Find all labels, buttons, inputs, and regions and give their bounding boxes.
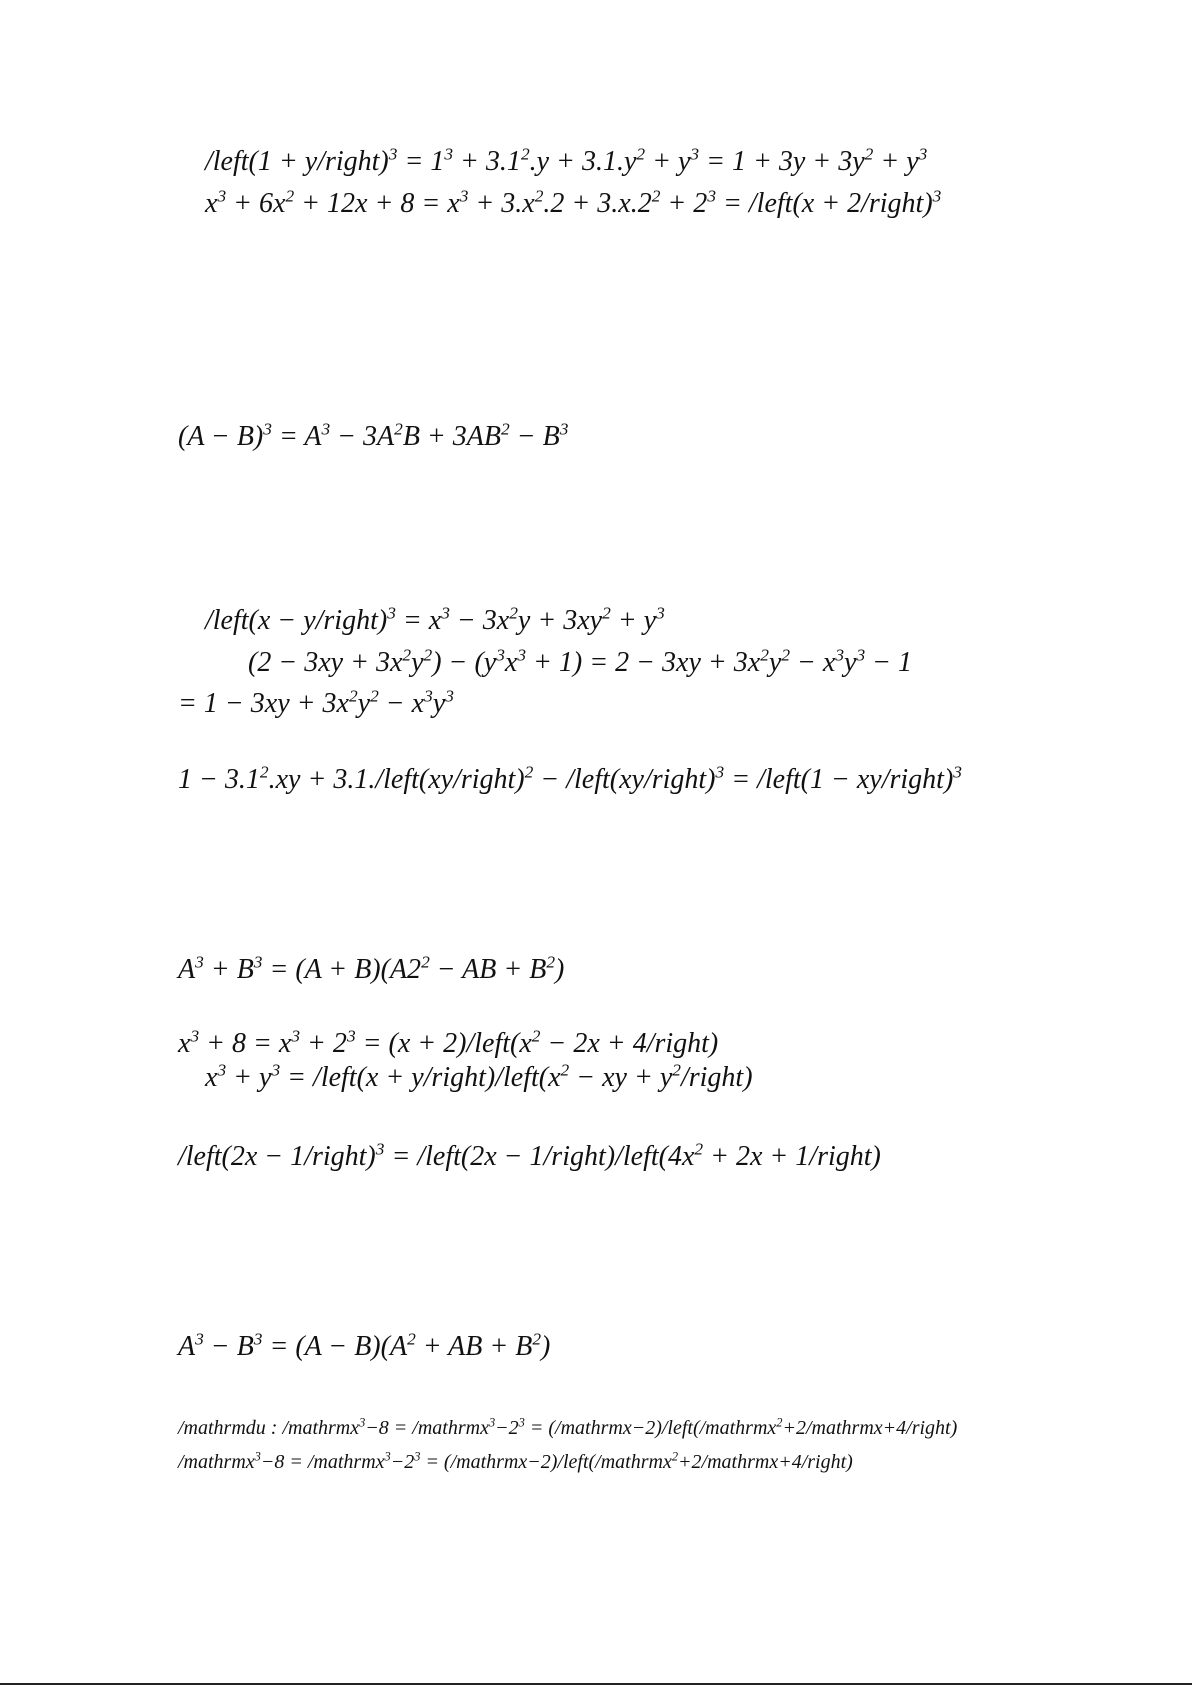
equation-text: = (/mathrmx−2)/left(/mathrmx	[524, 1417, 777, 1439]
equation-text: + B	[203, 954, 254, 985]
equation-10	[205, 1061, 753, 1095]
equation-exponent: 3	[715, 762, 725, 782]
equation-exponent: 2	[423, 645, 433, 665]
equation-text: .xy + 3.1./left(xy/right)	[268, 764, 525, 795]
equation-exponent: 2	[636, 144, 646, 164]
equation-exponent: 3	[518, 1415, 525, 1430]
equation-exponent: 3	[444, 144, 454, 164]
equation-exponent: 2	[651, 186, 661, 206]
equation-text: B + 3AB	[402, 421, 502, 452]
equation-text: + 3.1	[453, 146, 521, 177]
equation-text: = /left(2x − 1/right)/left(4x	[384, 1141, 695, 1172]
equation-text: = /left(x + 2/right)	[716, 188, 933, 219]
equation-text: −8 = /mathrmx	[260, 1451, 385, 1473]
equation-exponent: 3	[953, 762, 962, 782]
equation-exponent: 3	[656, 603, 665, 623]
equation-text: (2 − 3xy + 3x	[248, 647, 403, 678]
equation-text: + 2	[300, 1028, 347, 1059]
equation-text: ) − (y	[432, 647, 497, 678]
equation-exponent: 2	[694, 1139, 704, 1159]
equation-text: − 2x + 4/right)	[540, 1028, 719, 1059]
equation-exponent: 3	[445, 686, 454, 706]
equation-text: − xy + y	[569, 1062, 673, 1093]
equation-text: − 3A	[330, 421, 395, 452]
equation-exponent: 2	[546, 952, 556, 972]
equation-text: = 1	[397, 146, 445, 177]
equation-1	[205, 145, 927, 179]
equation-text: = /left(x + y/right)/left(x	[280, 1062, 561, 1093]
equation-text: = A	[271, 421, 322, 452]
equation-exponent: 2	[531, 1026, 541, 1046]
equation-exponent: 2	[402, 645, 412, 665]
equation-exponent: 3	[190, 1026, 200, 1046]
equation-exponent: 2	[532, 1329, 542, 1349]
equation-11	[178, 1140, 881, 1174]
equation-text: − B	[203, 1331, 254, 1362]
equation-text: = x	[395, 605, 442, 636]
equation-6	[178, 687, 454, 721]
equation-text: x	[504, 647, 518, 678]
equation-exponent: 2	[394, 419, 403, 439]
equation-text: + 6x	[226, 188, 286, 219]
equation-exponent: 3	[254, 1449, 261, 1464]
equation-exponent: 3	[932, 186, 942, 206]
equation-exponent: 2	[864, 144, 874, 164]
equation-exponent: 2	[348, 686, 358, 706]
equation-text: = 1 − 3xy + 3x	[178, 688, 349, 719]
equation-exponent: 2	[602, 603, 611, 623]
equation-exponent: 2	[501, 419, 510, 439]
equation-text: /mathrmdu : /mathrmx	[178, 1417, 360, 1439]
equation-3	[178, 420, 568, 454]
equation-text: +2/mathrmx+4/right)	[782, 1417, 958, 1439]
equation-text: )	[555, 954, 565, 985]
equation-4	[205, 604, 665, 638]
equation-text: A	[178, 954, 196, 985]
equation-exponent: 3	[441, 603, 450, 623]
equation-text: y	[357, 688, 371, 719]
equation-exponent: 3	[496, 645, 505, 665]
equation-exponent: 3	[856, 645, 866, 665]
equation-exponent: 3	[321, 419, 331, 439]
equation-text: )	[541, 1331, 551, 1362]
equation-text: − x	[790, 647, 836, 678]
equation-text: /right)	[680, 1062, 753, 1093]
equation-7	[178, 763, 962, 797]
equation-exponent: 3	[291, 1026, 301, 1046]
equation-text: x	[178, 1028, 191, 1059]
equation-5	[248, 646, 912, 680]
equation-exponent: 2	[509, 603, 518, 623]
equation-exponent: 3	[517, 645, 527, 665]
equation-text: + y	[873, 146, 919, 177]
equation-text: x	[205, 1062, 218, 1093]
equation-exponent: 3	[707, 186, 716, 206]
equation-text: + 8 = x	[199, 1028, 292, 1059]
equation-exponent: 3	[271, 1060, 281, 1080]
equation-exponent: 2	[760, 645, 769, 665]
equation-exponent: 3	[253, 1329, 263, 1349]
equation-exponent: 2	[671, 1449, 679, 1464]
equation-text: − 3x	[449, 605, 510, 636]
equation-exponent: 3	[414, 1449, 421, 1464]
equation-exponent: 3	[375, 1139, 385, 1159]
equation-text: y	[844, 647, 857, 678]
equation-14	[178, 1449, 853, 1475]
equation-exponent: 3	[217, 1060, 227, 1080]
equation-exponent: 3	[359, 1415, 366, 1430]
equation-text: .y + 3.1.y	[529, 146, 637, 177]
equation-text: − /left(xy/right)	[533, 764, 716, 795]
equation-exponent: 3	[195, 952, 204, 972]
equation-text: + y	[226, 1062, 272, 1093]
equation-text: + AB + B	[415, 1331, 533, 1362]
equation-exponent: 2	[524, 762, 534, 782]
equation-text: + 2	[660, 188, 708, 219]
equation-text: = (A + B)(A2	[262, 954, 422, 985]
equation-exponent: 3	[559, 419, 569, 439]
equation-exponent: 2	[370, 686, 379, 706]
equation-text: y + 3xy	[517, 605, 603, 636]
equation-text: x	[205, 188, 218, 219]
equation-text: y	[432, 688, 446, 719]
equation-text: 1 − 3.1	[178, 764, 260, 795]
equation-text: y	[411, 647, 424, 678]
equation-exponent: 2	[520, 144, 530, 164]
equation-text: − B	[509, 421, 560, 452]
equation-text: /left(2x − 1/right)	[178, 1141, 376, 1172]
equation-exponent: 3	[690, 144, 700, 164]
equation-8	[178, 953, 564, 987]
equation-text: − 1	[865, 647, 913, 678]
equation-exponent: 2	[421, 952, 430, 972]
equation-text: − AB + B	[429, 954, 547, 985]
equation-text: − x	[378, 688, 425, 719]
equation-exponent: 2	[259, 762, 269, 782]
equation-text: /left(1 + y/right)	[205, 146, 389, 177]
equation-text: = /left(1 − xy/right)	[724, 764, 954, 795]
equation-text: +2/mathrmx+4/right)	[678, 1451, 853, 1473]
equation-exponent: 2	[776, 1415, 783, 1430]
equation-text: + 2x + 1/right)	[703, 1141, 881, 1172]
equation-13	[178, 1415, 957, 1441]
equation-12	[178, 1330, 550, 1364]
equation-exponent: 2	[407, 1329, 416, 1349]
equation-text: y	[768, 647, 782, 678]
equation-text: = 1 + 3y + 3y	[699, 146, 865, 177]
equation-exponent: 3	[263, 419, 272, 439]
equation-text: + 3.x	[468, 188, 535, 219]
equation-text: + 12x + 8 = x	[294, 188, 460, 219]
equation-text: −8 = /mathrmx	[365, 1417, 489, 1439]
equation-text: (A − B)	[178, 421, 264, 452]
equation-exponent: 3	[918, 144, 928, 164]
equation-text: + y	[610, 605, 657, 636]
equation-text: /mathrmx	[178, 1451, 255, 1473]
equation-text: /left(x − y/right)	[205, 605, 388, 636]
equation-exponent: 3	[388, 144, 398, 164]
equation-exponent: 2	[781, 645, 791, 665]
equation-text: −2	[495, 1417, 519, 1439]
equation-2	[205, 187, 941, 221]
equation-exponent: 3	[488, 1415, 496, 1430]
equation-9	[178, 1027, 718, 1061]
equation-exponent: 3	[424, 686, 433, 706]
equation-exponent: 3	[346, 1026, 356, 1046]
equation-exponent: 2	[534, 186, 544, 206]
equation-text: A	[178, 1331, 196, 1362]
equation-text: = (x + 2)/left(x	[355, 1028, 532, 1059]
equation-exponent: 3	[835, 645, 845, 665]
equation-exponent: 3	[384, 1449, 391, 1464]
equation-text: = (/mathrmx−2)/left(/mathrmx	[420, 1451, 672, 1473]
equation-exponent: 2	[560, 1060, 570, 1080]
equation-exponent: 3	[253, 952, 263, 972]
equation-text: + 1) = 2 − 3xy + 3x	[526, 647, 761, 678]
equation-text: + y	[645, 146, 691, 177]
equation-text: = (A − B)(A	[262, 1331, 408, 1362]
equation-exponent: 3	[459, 186, 469, 206]
equation-text: −2	[390, 1451, 415, 1473]
equation-exponent: 2	[672, 1060, 681, 1080]
equation-text: .2 + 3.x.2	[543, 188, 652, 219]
equation-exponent: 2	[285, 186, 295, 206]
equation-exponent: 3	[217, 186, 227, 206]
equation-exponent: 3	[387, 603, 396, 623]
equation-exponent: 3	[195, 1329, 204, 1349]
